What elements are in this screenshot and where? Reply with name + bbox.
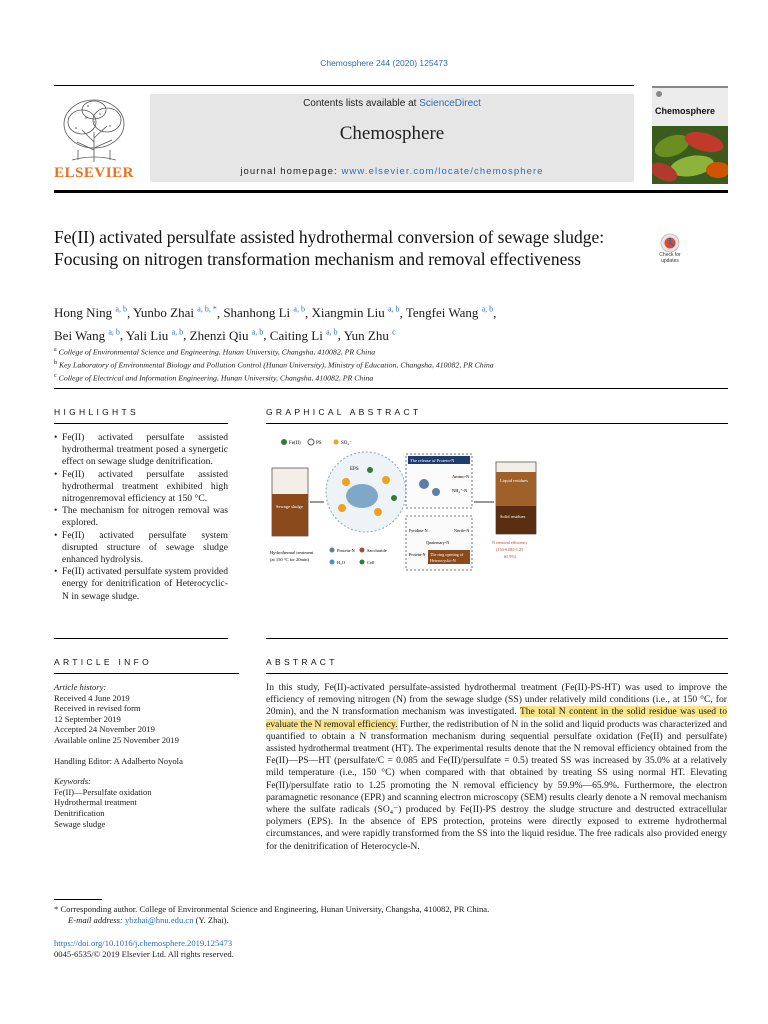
received-date: Received 4 June 2019 (54, 692, 130, 703)
nitrile-label: Nitrile-N (454, 528, 470, 533)
highlight-item: • Fe(II) activated persulfate system disrupted structure of sewage sludge enhanced hydrolysis. (54, 530, 228, 567)
fe-dot (391, 495, 397, 501)
author-name[interactable]: Yali Liu $^{a, b}$ (125, 327, 184, 343)
so4-legend-marker (334, 440, 339, 445)
fe-legend-marker (281, 439, 287, 445)
handling-editor: Handling Editor: A Adalberto Noyola (54, 755, 183, 766)
legend-saccharide-label: Saccharide (367, 548, 387, 553)
cell-legend-marker (360, 560, 365, 565)
journal-masthead (150, 94, 634, 182)
keyword: Denitrification (54, 807, 105, 818)
heterocyclic-label: Heterocyclic-N (430, 558, 456, 563)
issn-copyright: 0045-6535/© 2019 Elsevier Ltd. All rights reserved. (54, 949, 234, 959)
highlight-item: • Fe(II) activated persulfate assisted hydrothermal treatment posed a synergetic effect on sewage sludge denitrification. (54, 432, 228, 469)
publisher-mini-logo-icon (655, 90, 663, 98)
legend-h2o-label: H₂O (337, 560, 346, 565)
solid-residue-fill (496, 506, 536, 534)
elsevier-wordmark: ELSEVIER (54, 165, 134, 181)
author-name[interactable]: Xiangmin Liu $^{a, b}$ (311, 305, 400, 321)
radical-dot (338, 504, 346, 512)
highlighted-sentence: The total N content in the solid residue was used to evaluate the N removal efficiency. (266, 706, 727, 730)
affiliation-divider (54, 388, 728, 389)
legend-fe-label: Fe(II) (289, 441, 301, 446)
abstract-text: In this study, Fe(II)-activated persulfate-assisted hydrothermal treatment (Fe(II)-PS-HT) was used to improve the efficiency of removing nitrogen (N) from the sewage sludge (SS) under relatively mild conditions (i.e., at 150 °C, for 20min), and the N transformation mechanism was investigated. The total N content in the solid residue was used to evaluate the N removal efficiency. Further, the redistribution of N in the solid and liquid products was characterized and quantified to obtain a N transformation mechanism during sequential persulfate oxidation (Fe(II) and persulfate) assisted hydrothermal treatment (HT). The experimental results denote that the N removal efficiency obtained from the Fe(II)—PS—HT (persulfate/C = 0.085 and Fe(II)/persulfate = 0.5) treated SS was increased by 35.0% at a relatively mild temperature (i.e., 150 °C) when compared with that obtained by treating SS using normal HT. Elevating Fe(II)/persulfate ratio to 1.25 promoting the N removal efficiency by 59.9%—65.9%. Furthermore, the electron paramagnetic resonance (EPR) and scanning electron microscopy (SEM) results clearly denote a N removal mechanism where the sulfate radicals (SO₄⁻) produced by Fe(II)-PS destroy the sludge structure and destructed extracellular polymers (EPS). In the absence of EPS protection, proteins were directly exposed to extreme hydrothermal circumstances, and were rapidly transformed from the SS into the liquid residue. The free radicals also provided energy for the denitrification of Heterocycle-N. (266, 682, 727, 852)
radical-dot (374, 508, 382, 516)
article-info-top-rule (54, 638, 228, 639)
journal-homepage-line: journal homepage: www.elsevier.com/locate/chemosphere (240, 166, 544, 177)
header-divider (54, 190, 728, 193)
keyword: Hydrothermal treatment (54, 797, 137, 808)
affiliation-item: $^b$ Key Laboratory of Environmental Biology and Pollution Control (Hunan University), Ministry of Education, Changsha, 410082, PR China (54, 360, 494, 370)
highlight-item: • The mechanism for nitrogen removal was explored. (54, 505, 228, 529)
author-name[interactable]: Bei Wang $^{a, b}$ (54, 327, 120, 343)
cover-leaf-image (652, 126, 728, 184)
saccharide-legend-marker (360, 548, 365, 553)
affiliations (54, 345, 724, 384)
legend-ps-label: PS (316, 441, 322, 446)
protein-n-label: Protein-N (409, 552, 426, 557)
abstract-top-rule (266, 638, 728, 639)
revised-date: 12 September 2019 (54, 713, 121, 724)
protein-blob (432, 488, 440, 496)
footnote-rule (54, 899, 102, 900)
cell-body (346, 484, 378, 508)
journal-homepage-link[interactable]: www.elsevier.com/locate/chemosphere (341, 166, 544, 177)
top-rule (54, 85, 634, 86)
graphical-abstract-figure[interactable] (266, 432, 571, 582)
corresponding-text: * Corresponding author. College of Environmental Science and Engineering, Hunan University, Changsha, 410082, PR China. (54, 904, 490, 914)
sewage-sludge-fill (272, 494, 308, 536)
highlight-item: • Fe(II) activated persulfate system provided energy for denitrification of Heterocyclic-N in sewage sludge. (54, 566, 228, 603)
paper-title: Fe(II) activated persulfate assisted hydrothermal conversion of sewage sludge: Focusing on nitrogen transformation mechanism and removal effectiveness (54, 227, 605, 269)
author-name[interactable]: Hong Ning $^{a, b}$ (54, 305, 127, 321)
journal-cover[interactable] (652, 86, 728, 182)
ammo-n-label: Ammo-N (452, 474, 470, 479)
eps-label: EPS (350, 467, 359, 472)
author-name[interactable]: Zhenzi Qiu $^{a, b}$ (189, 327, 264, 343)
corresponding-author-footnote: * Corresponding author. College of Environmental Science and Engineering, Hunan University, Changsha, 410082, PR China. E-mail address: ybzhai@hnu.edu.cn (Y. Zhai). (54, 904, 728, 926)
ht-label: Hydrothermal treatment (270, 550, 314, 555)
graphical-abstract-rule (266, 423, 728, 424)
removal-condition: (150-0.085-1.25 (496, 547, 524, 552)
online-date: Available online 25 November 2019 (54, 734, 179, 745)
radical-dot (342, 478, 350, 486)
ht-condition-label: (at 150 °C for 20min) (270, 557, 310, 562)
check-for-updates-label: Check for updates (659, 252, 681, 264)
liquid-label: Liquid residues (500, 478, 528, 483)
abstract-rule (266, 673, 728, 674)
keywords-label: Keywords: (54, 776, 91, 787)
accepted-date: Accepted 24 November 2019 (54, 724, 155, 735)
article-info-rule (54, 673, 239, 674)
protein-legend-marker (330, 548, 335, 553)
fe-dot (367, 467, 373, 473)
highlights-list (54, 432, 228, 603)
keyword: Fe(II)—Persulfate oxidation (54, 786, 152, 797)
ring-opening-label: The ring opening of (430, 552, 464, 557)
ps-legend-marker (308, 439, 314, 445)
journal-reference[interactable]: Chemosphere 244 (2020) 125473 (320, 58, 448, 68)
solid-label: Solid residues (500, 514, 526, 519)
legend-protein-label: Protein-N (337, 548, 355, 553)
author-list: Hong Ning $^{a, b}$, Yunbo Zhai $^{a, b, *}$, Shanhong Li $^{a, b}$, Xiangmin Liu $^{a, b}$, Tengfei Wang $^{a, b}$, Bei Wang $^{a, b}$, Yali Liu $^{a, b}$, Zhenzi Qiu $^{a, b}$, Caiting Li $^{a, b}$, Yun Zhu $^c$ (54, 305, 497, 343)
affiliation-item: $^c$ College of Electrical and Information Engineering, Hunan University, Changsha, 410082, PR China (54, 373, 374, 383)
abstract-heading: ABSTRACT (266, 657, 338, 667)
author-name[interactable]: Tengfei Wang $^{a, b}$ (405, 305, 494, 321)
nh4-n-label: NH₄⁺-N (452, 488, 468, 493)
doi-link[interactable]: https://doi.org/10.1016/j.chemosphere.2019.125473 (54, 938, 233, 948)
sciencedirect-link[interactable]: ScienceDirect (419, 98, 481, 109)
graphical-abstract-heading: GRAPHICAL ABSTRACT (266, 407, 422, 417)
radical-dot (382, 476, 390, 484)
doi-block (54, 938, 234, 960)
cover-title: Chemosphere (655, 106, 716, 116)
pyridine-label: Pyridine-N (409, 528, 428, 533)
journal-title: Chemosphere (339, 123, 445, 144)
revised-label: Received in revised form (54, 703, 141, 714)
legend-cell-label: Cell (367, 560, 375, 565)
history-label: Article history: (54, 682, 107, 692)
protein-blob (419, 479, 429, 489)
highlight-item: • Fe(II) activated persulfate assisted hydrothermal treatment exhibited high nitrogenremoval efficiency at 150 °C. (54, 469, 228, 506)
sludge-label: Sewage sludge (276, 504, 303, 509)
keyword: Sewage sludge (54, 818, 106, 829)
article-info-heading: ARTICLE INFO (54, 657, 153, 667)
legend-so4-label: SO₄⁻ (341, 441, 352, 446)
article-info (54, 682, 239, 829)
h2o-legend-marker (330, 560, 335, 565)
release-label: The release of Protein-N (410, 458, 455, 463)
removal-label: N removal efficiency (492, 540, 528, 545)
removal-value: 65.9%) (504, 554, 517, 559)
contents-line: Contents lists available at ScienceDirect (303, 98, 481, 109)
author-email-link[interactable]: ybzhai@hnu.edu.cn (124, 915, 194, 925)
author-name[interactable]: Yun Zhu $^c$ (343, 327, 396, 343)
affiliation-item: $^a$ College of Environmental Science and Engineering, Hunan University, Changsha, 410082, PR China (54, 347, 376, 357)
highlights-heading: HIGHLIGHTS (54, 407, 139, 417)
quaternary-label: Quaternary-N (426, 540, 450, 545)
author-name[interactable]: Yunbo Zhai $^{a, b, *}$ (132, 305, 217, 321)
highlights-rule (54, 423, 228, 424)
author-name[interactable]: Caiting Li $^{a, b}$ (269, 327, 338, 343)
author-name[interactable]: Shanhong Li $^{a, b}$ (223, 305, 305, 321)
